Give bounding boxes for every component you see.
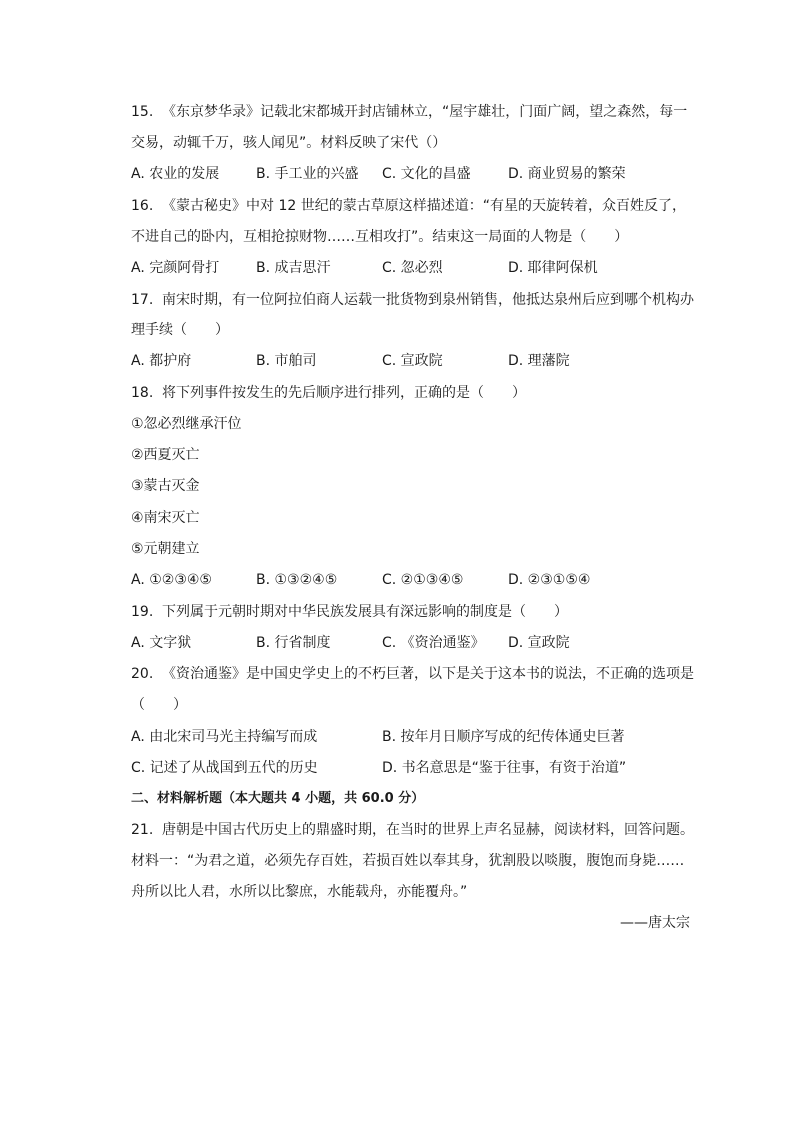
event-item: ⑤元朝建立 <box>131 541 200 557</box>
option-a[interactable]: A. ①②③④⑤ <box>131 572 212 588</box>
question-text: 南宋时期，有一位阿拉伯商人运载一批货物到泉州销售，他抵达泉州后应到哪个机构办 <box>162 292 694 308</box>
event-item: ①忽必烈继承汗位 <box>131 416 242 432</box>
question-number: 18. <box>131 385 154 401</box>
option-a[interactable]: A. 都护府 <box>131 353 192 369</box>
option-d[interactable]: D. 宣政院 <box>508 635 570 651</box>
question-number: 17. <box>131 292 154 308</box>
option-d[interactable]: D. ②③①⑤④ <box>508 572 591 588</box>
question-17-line-2: 理手续（ ） <box>131 322 229 338</box>
question-17-line-1 <box>131 291 694 309</box>
question-number: 15. <box>131 104 154 120</box>
question-15-line-2: 交易，动辄千万，骇人闻见”。材料反映了宋代（） <box>131 135 447 151</box>
option-c[interactable]: C. 文化的昌盛 <box>382 166 471 182</box>
option-a[interactable]: A. 农业的发展 <box>131 166 220 182</box>
event-item: ③蒙古灭金 <box>131 478 200 494</box>
question-text: 唐朝是中国古代历史上的鼎盛时期，在当时的世界上声名显赫，阅读材料，回答问题。 <box>162 822 694 838</box>
question-18-line-1 <box>131 384 526 402</box>
question-number: 19. <box>131 604 154 620</box>
option-b[interactable]: B. 市舶司 <box>256 353 317 369</box>
question-15-line-1 <box>131 103 687 121</box>
option-d[interactable]: D. 商业贸易的繁荣 <box>508 166 626 182</box>
question-number: 20. <box>131 666 154 682</box>
question-text: 《蒙古秘史》中对 12 世纪的蒙古草原这样描述道：“有星的天旋转着，众百姓反了， <box>162 198 686 214</box>
event-item: ④南宋灭亡 <box>131 510 200 526</box>
option-d[interactable]: D. 书名意思是“鉴于往事，有资于治道” <box>382 760 627 776</box>
question-number: 21. <box>131 822 154 838</box>
option-a[interactable]: A. 由北宋司马光主持编写而成 <box>131 729 318 745</box>
question-number: 16. <box>131 198 154 214</box>
option-c[interactable]: C. ②①③④⑤ <box>382 572 464 588</box>
option-b[interactable]: B. 成吉思汗 <box>256 260 331 276</box>
option-b[interactable]: B. 行省制度 <box>256 635 331 651</box>
question-20-line-2: （ ） <box>131 697 187 713</box>
question-text: 《资治通鉴》是中国史学史上的不朽巨著，以下是关于这本书的说法，不正确的选项是 <box>162 666 694 682</box>
option-d[interactable]: D. 理藩院 <box>508 353 570 369</box>
option-c[interactable]: C. 记述了从战国到五代的历史 <box>131 760 318 776</box>
material-1-line-1: 材料一：“为君之道，必须先存百姓，若损百姓以奉其身，犹割股以啖腹，腹饱而身毙…… <box>131 853 685 869</box>
question-20-line-1 <box>131 665 694 683</box>
option-a[interactable]: A. 文字狱 <box>131 635 192 651</box>
question-text: 将下列事件按发生的先后顺序进行排列，正确的是（ ） <box>162 385 526 401</box>
question-21-line-1 <box>131 821 694 839</box>
question-19-line-1 <box>131 603 568 621</box>
question-text: 下列属于元朝时期对中华民族发展具有深远影响的制度是（ ） <box>162 604 568 620</box>
option-b[interactable]: B. ①③②④⑤ <box>256 572 338 588</box>
material-1-line-2: 舟所以比人君，水所以比黎庶，水能载舟，亦能覆舟。” <box>131 884 468 900</box>
option-c[interactable]: C. 忽必烈 <box>382 260 443 276</box>
event-item: ②西夏灭亡 <box>131 447 200 463</box>
option-b[interactable]: B. 手工业的兴盛 <box>256 166 359 182</box>
section-heading: 二、材料解析题（本大题共 4 小题，共 60.0 分） <box>131 791 425 806</box>
question-16-line-1 <box>131 197 686 215</box>
option-c[interactable]: C. 《资治通鉴》 <box>382 635 485 651</box>
material-attribution: ——唐太宗 <box>620 915 690 931</box>
question-16-line-2: 不进自己的卧内，互相抢掠财物……互相攻打”。结束这一局面的人物是（ ） <box>131 229 629 245</box>
option-a[interactable]: A. 完颜阿骨打 <box>131 260 220 276</box>
question-text: 《东京梦华录》记载北宋都城开封店铺林立，“屋宇雄壮，门面广阔，望之森然，每一 <box>162 104 688 120</box>
option-d[interactable]: D. 耶律阿保机 <box>508 260 598 276</box>
option-c[interactable]: C. 宣政院 <box>382 353 443 369</box>
option-b[interactable]: B. 按年月日顺序写成的纪传体通史巨著 <box>382 729 625 745</box>
